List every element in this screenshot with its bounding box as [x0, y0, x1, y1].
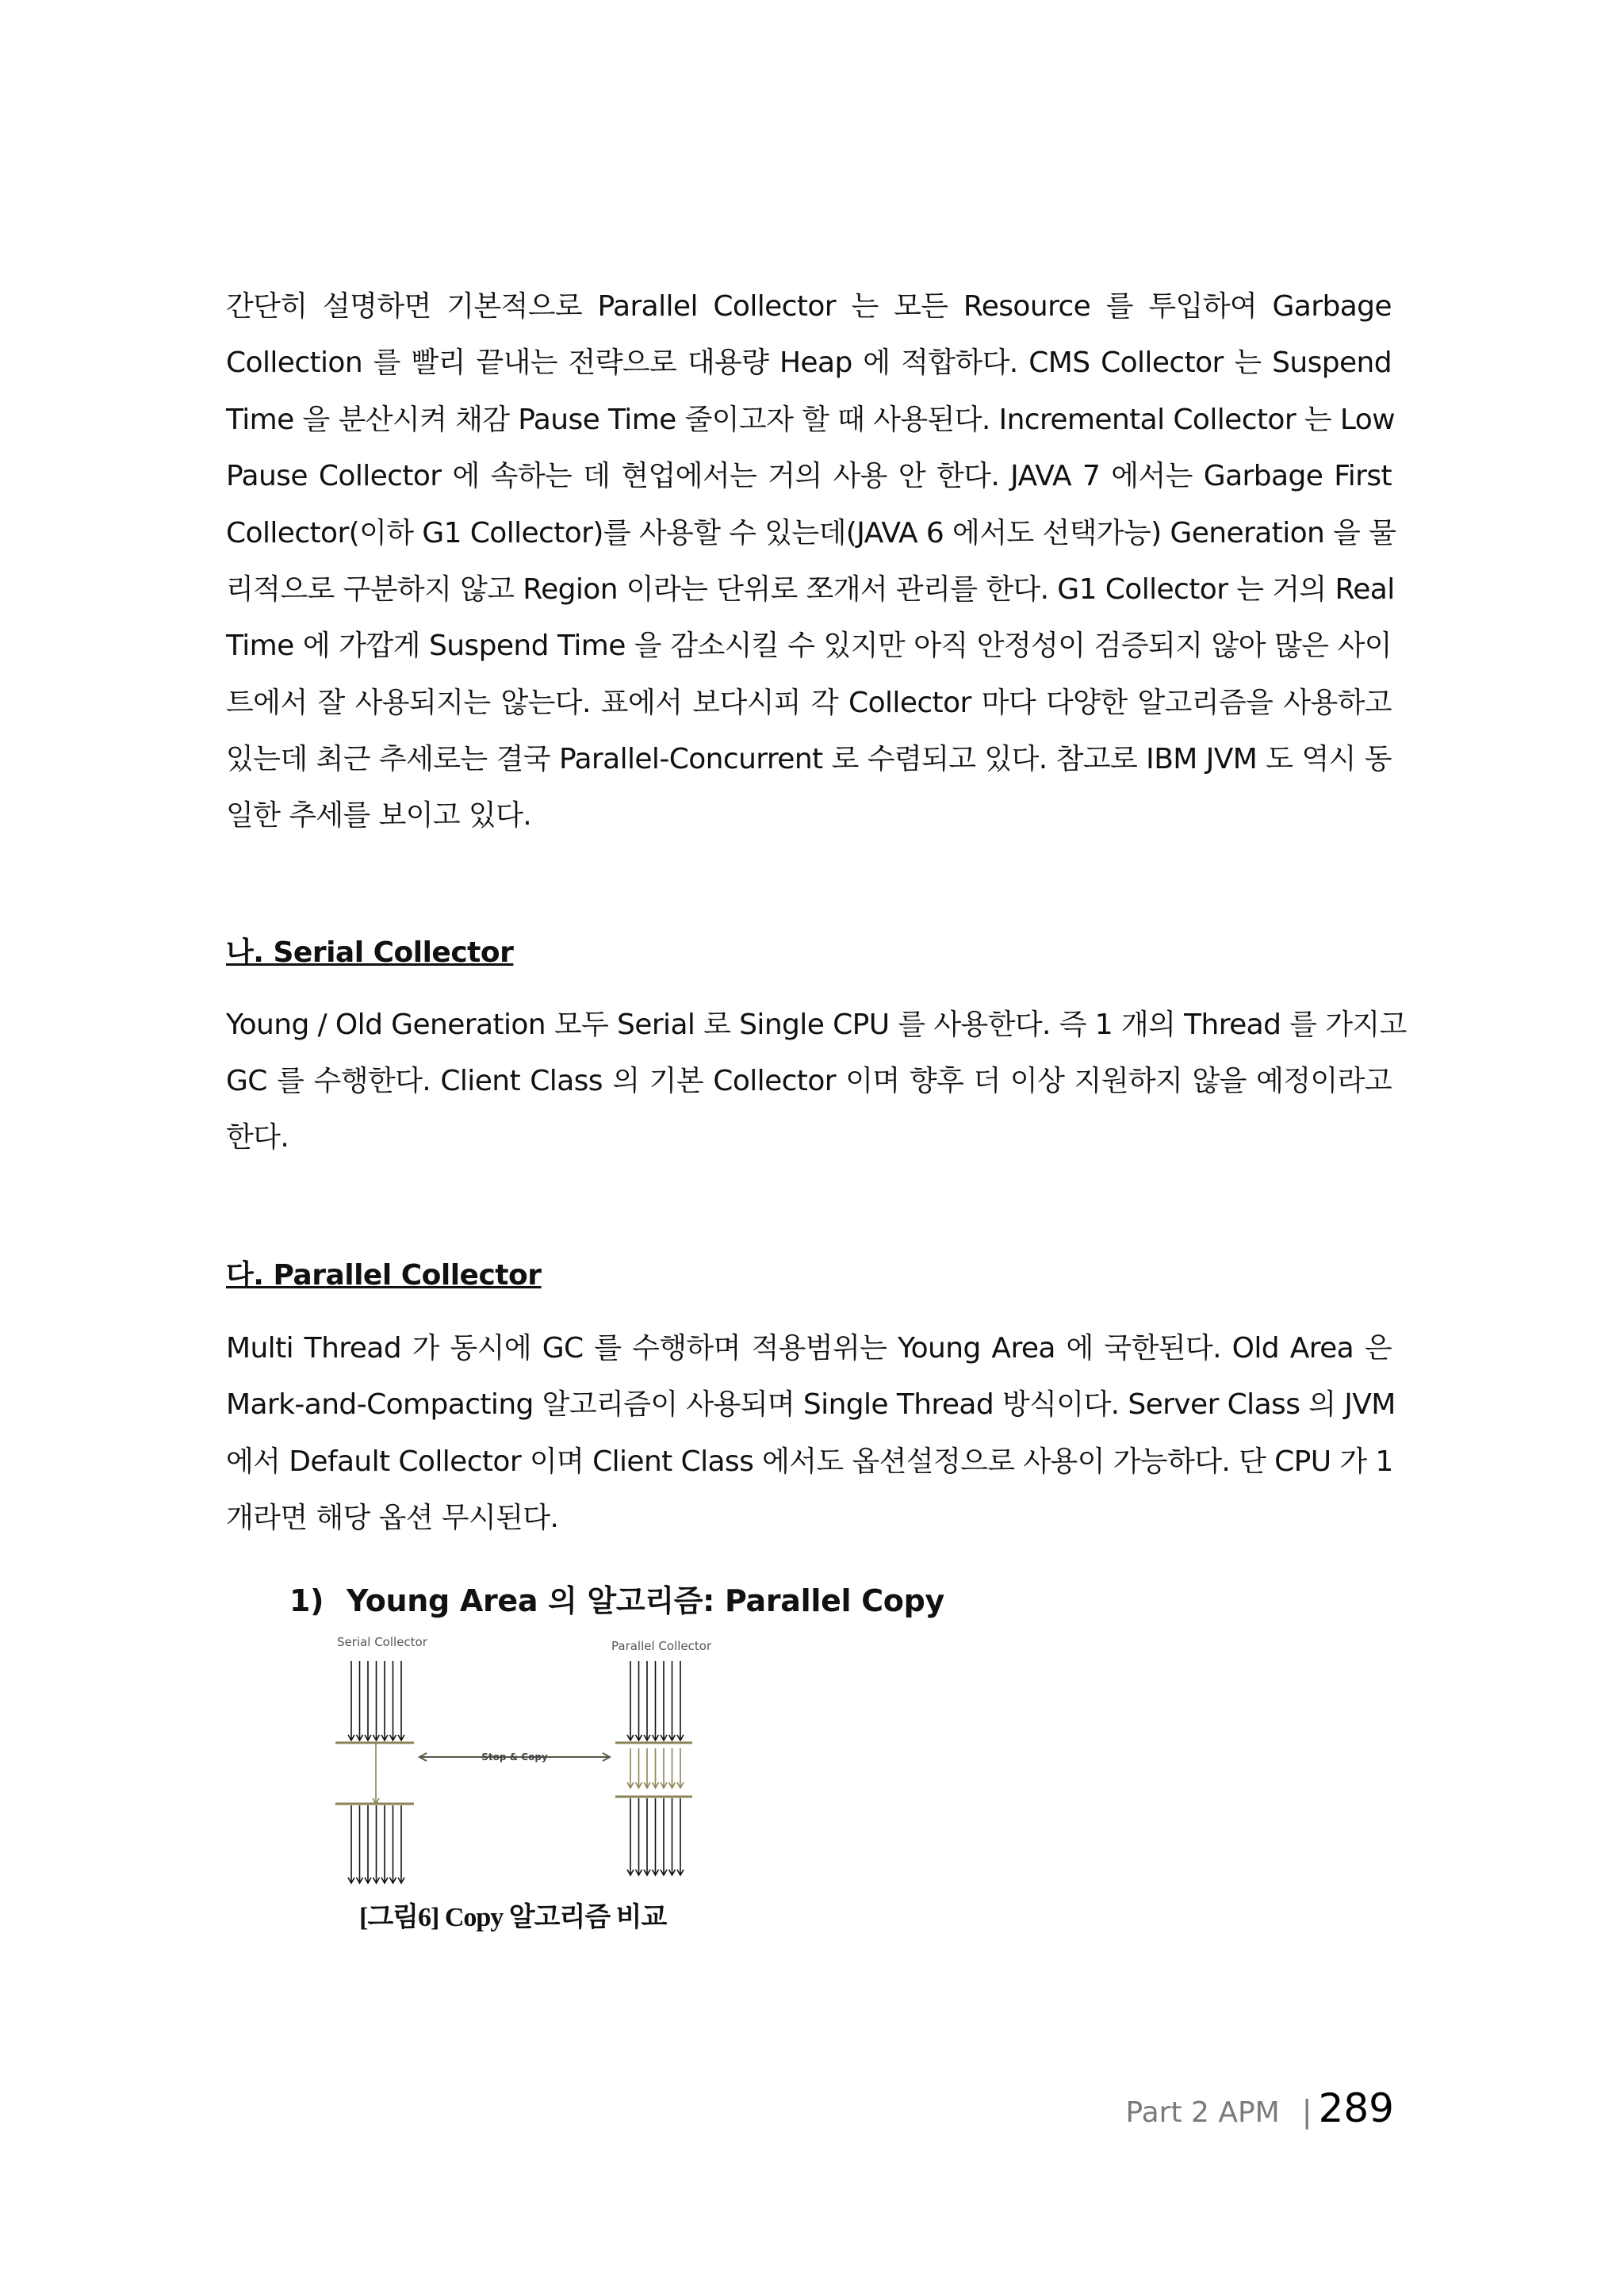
text-line: GC 를 수행한다. Client Class 의 기본 Collector 이며 향후 더 이상 지원하지 않을 예정이라고 — [226, 1065, 1392, 1097]
text-line: Collector(이하 G1 Collector)를 사용할 수 있는데(JAVA 6 에서도 선택가능) Generation 을 물 — [226, 517, 1396, 549]
text-line: Young / Old Generation 모두 Serial 로 Single CPU 를 사용한다. 즉 1 개의 Thread 를 가지고 — [226, 1009, 1407, 1041]
list-item-young-area — [289, 1576, 944, 1620]
text-line: 있는데 최근 추세로는 결국 Parallel-Concurrent 로 수렴되고 있다. 참고로 IBM JVM 도 역시 동 — [226, 743, 1392, 775]
footer-part-label: Part 2 APM — [1125, 2096, 1280, 2129]
section-heading-parallel-collector: 다. Parallel Collector — [226, 1259, 542, 1292]
text-line: Mark-and-Compacting 알고리즘이 사용되며 Single Thread 방식이다. Server Class 의 JVM — [226, 1388, 1396, 1421]
text-line: Time 에 가깝게 Suspend Time 을 감소시킬 수 있지만 아직 안정성이 검증되지 않아 많은 사이 — [226, 630, 1392, 662]
text-line: Time 을 분산시켜 채감 Pause Time 줄이고자 할 때 사용된다. Incremental Collector 는 Low — [226, 404, 1395, 436]
page-footer — [1125, 2085, 1394, 2131]
list-item-number: 1) — [289, 1583, 324, 1618]
section-heading-serial-collector: 나. Serial Collector — [226, 936, 514, 969]
diagram — [317, 1617, 761, 1935]
text-line: Collection 를 빨리 끝내는 전략으로 대용량 Heap 에 적합하다. CMS Collector 는 Suspend — [226, 346, 1392, 379]
text-line: 간단히 설명하면 기본적으로 Parallel Collector 는 모든 Resource 를 투입하여 Garbage — [226, 290, 1392, 323]
footer-separator: | — [1301, 2094, 1312, 2129]
page-number: 289 — [1318, 2085, 1394, 2131]
text-line: 개라면 해당 옵션 무시된다. — [226, 1502, 559, 1534]
serial-collector-label: Serial Collector — [337, 1635, 427, 1649]
parallel-collector-label: Parallel Collector — [611, 1639, 712, 1653]
text-line: Pause Collector 에 속하는 데 현업에서는 거의 사용 안 한다. JAVA 7 에서는 Garbage First — [226, 460, 1392, 492]
copy-algorithm-figure — [317, 1617, 761, 1935]
stop-copy-label: Stop & Copy — [481, 1751, 548, 1763]
text-line: 한다. — [226, 1121, 289, 1154]
list-item-text: Young Area 의 알고리즘: Parallel Copy — [347, 1583, 944, 1618]
text-line: 에서 Default Collector 이며 Client Class 에서도 옵션설정으로 사용이 가능하다. 단 CPU 가 1 — [226, 1445, 1393, 1478]
text-line: 일한 추세를 보이고 있다. — [226, 799, 532, 832]
text-line: Multi Thread 가 동시에 GC 를 수행하며 적용범위는 Young Area 에 국한된다. Old Area 은 — [226, 1332, 1392, 1365]
figure-caption: [그림6] Copy 알고리즘 비교 — [359, 1903, 667, 1932]
text-line: 리적으로 구분하지 않고 Region 이라는 단위로 쪼개서 관리를 한다. G1 Collector 는 거의 Real — [226, 573, 1395, 606]
text-line: 트에서 잘 사용되지는 않는다. 표에서 보다시피 각 Collector 마다 다양한 알고리즘을 사용하고 — [226, 687, 1392, 719]
